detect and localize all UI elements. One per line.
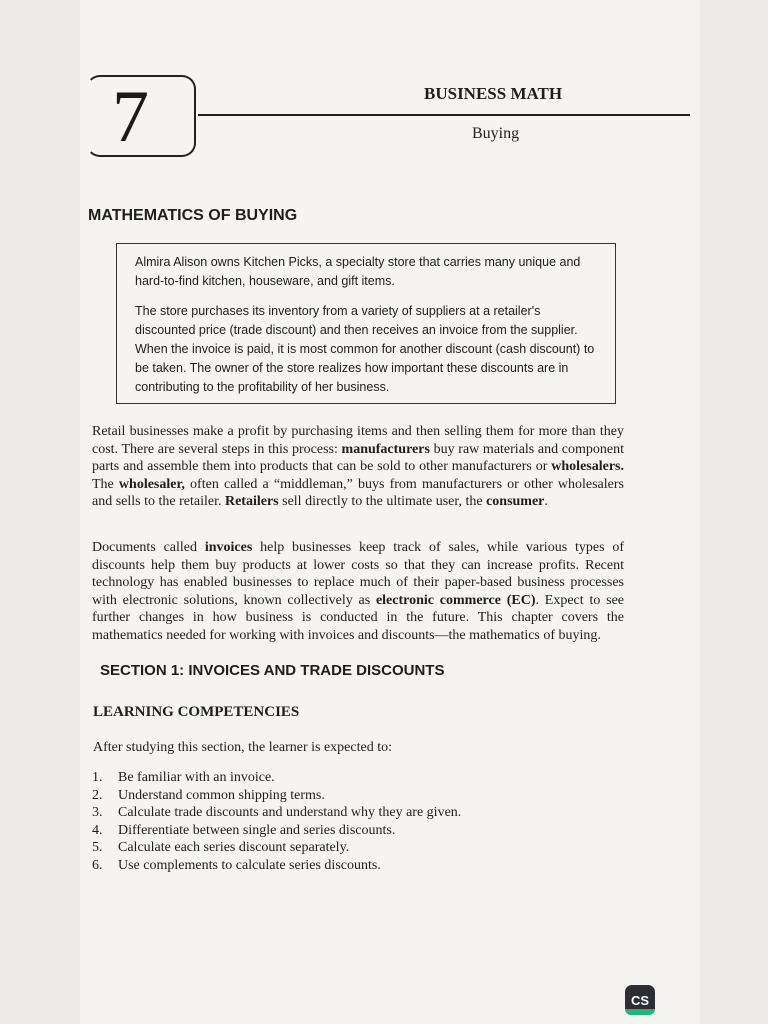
chapter-number: 7 (112, 76, 149, 158)
header-subtitle: Buying (472, 125, 520, 142)
text-span: The (92, 476, 119, 492)
intro-box (116, 243, 616, 404)
header-rule (198, 114, 690, 116)
list-item (92, 804, 461, 822)
list-text: Calculate each series discount separately. (118, 840, 350, 855)
list-number: 5. (92, 840, 103, 855)
competencies-lead: After studying this section, the learner is expected to: (93, 740, 392, 755)
list-number: 6. (92, 857, 103, 873)
list-item (92, 857, 461, 875)
list-text: Calculate trade discounts and understand why they are given. (118, 805, 462, 820)
text-span: often called a “middleman,” buys from manufacturers or other wholesalers and sells to the retailer. (92, 476, 624, 509)
text-span: . (544, 494, 548, 509)
term-invoices: invoices (204, 540, 253, 555)
list-item (92, 822, 461, 840)
list-number: 4. (92, 822, 103, 838)
list-text: Use complements to calculate series discounts. (118, 857, 381, 873)
camscanner-badge-icon: CS (625, 985, 655, 1015)
list-text: Differentiate between single and series discounts. (118, 822, 396, 838)
header-title: BUSINESS MATH (424, 84, 563, 103)
paragraph-2 (92, 539, 624, 644)
term-retailers: Retailers (224, 494, 279, 509)
section-heading: SECTION 1: INVOICES AND TRADE DISCOUNTS (100, 662, 445, 679)
term-consumer: consumer (486, 494, 545, 509)
list-item (92, 787, 461, 805)
intro-paragraph-1: Almira Alison owns Kitchen Picks, a specialty store that carries many unique and hard-to-find kitchen, houseware, and gift items. (135, 255, 581, 288)
list-item (92, 839, 461, 857)
competencies-list (92, 769, 461, 874)
list-text: Be familiar with an invoice. (118, 770, 275, 785)
term-wholesalers: wholesalers. (551, 459, 624, 474)
term-manufacturers: manufacturers (341, 441, 430, 457)
intro-paragraph-2: The store purchases its inventory from a variety of suppliers at a retailer's discounted price (trade discount) and then receives an invoice from the supplier. When the invoice is paid, it is most common for another discount (cash discount) to be taken. The owner of the store realizes how important these discounts are in contributing to the profitability of her business. (135, 304, 595, 394)
list-item (92, 769, 461, 787)
term-wholesaler: wholesaler, (118, 476, 185, 492)
competencies-heading: LEARNING COMPETENCIES (93, 704, 300, 720)
text-span: . Expect to see further changes in how business is conducted in the future. This chapter covers the mathematics needed for working with invoices and discounts—the mathematics of buying. (92, 592, 624, 643)
list-number: 1. (92, 770, 103, 785)
list-number: 3. (92, 805, 103, 820)
text-span: Retail businesses make a profit by purchasing items and then selling them for more than they cost. There are several steps in this process: (92, 424, 624, 457)
paragraph-1 (92, 423, 624, 511)
text-span: Documents called (92, 540, 205, 555)
text-span: sell directly to the ultimate user, the (278, 494, 487, 509)
text-span: buy raw materials and component parts and assemble them into products that can be sold to other manufacturers or (92, 441, 625, 474)
list-text: Understand common shipping terms. (118, 787, 325, 803)
term-electronic-commerce: electronic commerce (EC) (375, 592, 536, 608)
main-heading: MATHEMATICS OF BUYING (88, 207, 298, 224)
list-number: 2. (92, 787, 103, 803)
text-span: help businesses keep track of sales, while various types of discounts help them buy products at lower costs so that they can increase profits. Recent technology has enabled businesses to replace much of their paper-based business processes with electronic solutions, known collectively as (92, 540, 624, 608)
